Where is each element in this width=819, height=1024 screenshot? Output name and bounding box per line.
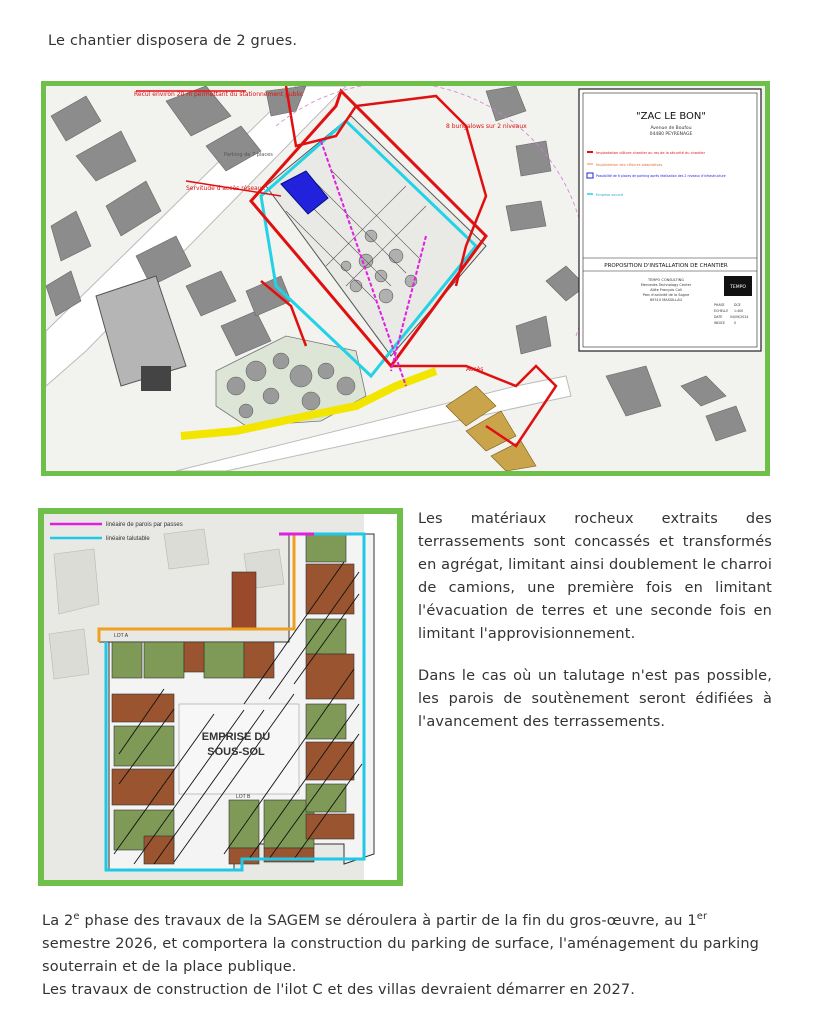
legend-label-paroi: linéaire de parois par passes [106, 522, 183, 528]
cartouche [579, 89, 761, 351]
legend-item-4: Emprise accord [596, 193, 624, 197]
legend-label-talut: linéaire talutable [106, 536, 150, 542]
lot-a-label: LOT A [114, 633, 129, 639]
cartouche-heading: PROPOSITION D'INSTALLATION DE CHANTIER [604, 263, 728, 269]
row-label-2: ECHELLE [714, 309, 729, 313]
company-line-3: Allée François Coll [650, 288, 682, 292]
bottom-text [42, 905, 775, 1002]
bottom-p1-sup: e [73, 911, 80, 922]
intro-text: Le chantier disposera de 2 grues. [48, 33, 298, 49]
bottom-paragraph-1 [42, 905, 775, 979]
side-paragraph-2: Dans le cas où un talutage n'est pas possible, les parois de soutènement seront édifiées à l'avancement des terrassements. [418, 668, 772, 730]
row-value-4: 0 [734, 321, 737, 325]
bottom-p1-mid: phase des travaux de la SAGEM se déroulera à partir de la fin du gros-œuvre, au 1 [79, 912, 697, 929]
annotation-parking: Parking de 7 places [224, 152, 273, 158]
row-value-2: 1:400 [734, 309, 744, 313]
row-value-1: DCE [734, 303, 741, 307]
bottom-paragraph-2: Les travaux de construction de l'ilot C et des villas devraient démarrer en 2027. [42, 981, 636, 998]
company-line-1: TEMPO CONSULTING [648, 278, 684, 282]
row-label-1: PHASE [714, 303, 725, 307]
annotation-bungalows: 8 bungalows sur 2 niveaux [446, 123, 527, 130]
basement-plan [38, 508, 403, 886]
annotation-servitude: Servitude d'accès réseaux [186, 185, 266, 192]
site-installation-plan [41, 81, 770, 476]
row-label-4: INDICE [714, 321, 725, 325]
side-paragraph-1: Les matériaux rocheux extraits des terrassements sont concassés et transformés en agrégat, limitant ainsi doublement le charroi de camions, une première fois en limitant l'évacuation de terres et une seconde fois en limitant l'approvisionnement. [418, 511, 772, 642]
bottom-p1-sup2: er [696, 911, 708, 922]
legend-item-1: Implantation clôture chantier au ras de la sécurité du chantier [596, 151, 706, 155]
logo-text: TEMPO [730, 285, 746, 290]
bottom-p1-start: La 2 [42, 912, 74, 929]
lot-b-label: LOT B [236, 794, 251, 800]
cartouche-address-2: 04480 PEYRENAGE [649, 132, 693, 137]
company-line-4: Parc d'activité de la Sagne [642, 293, 690, 297]
legend-item-2: Implantation des clôtures adaptatives [596, 163, 663, 167]
legend-item-3: Possibilité de 6 places de parking après réalisation des 2 niveaux d'infrastructure [596, 174, 726, 178]
row-label-3: DATE [714, 315, 723, 319]
company-line-5: 69310 MASSILLAU [649, 298, 683, 302]
emprise-label-1: EMPRISE DU [201, 731, 271, 743]
annotation-acces: Accès [466, 366, 484, 373]
emprise-label-2: SOUS-SOL [207, 746, 265, 758]
cartouche-address-1: Avenue de Boufou [650, 126, 692, 131]
company-line-2: Mercedes Technology Center [640, 283, 692, 287]
cartouche-title: "ZAC LE BON" [636, 111, 706, 122]
side-text [418, 508, 772, 753]
bottom-p1-end: semestre 2026, et comportera la construction du parking de surface, l'aménagement du parking souterrain et de la place publique. [42, 935, 760, 975]
row-value-3: 04/09/2024 [730, 315, 749, 319]
annotation-recul: Recul environ 20 m permettant du stationnement public [134, 91, 304, 98]
